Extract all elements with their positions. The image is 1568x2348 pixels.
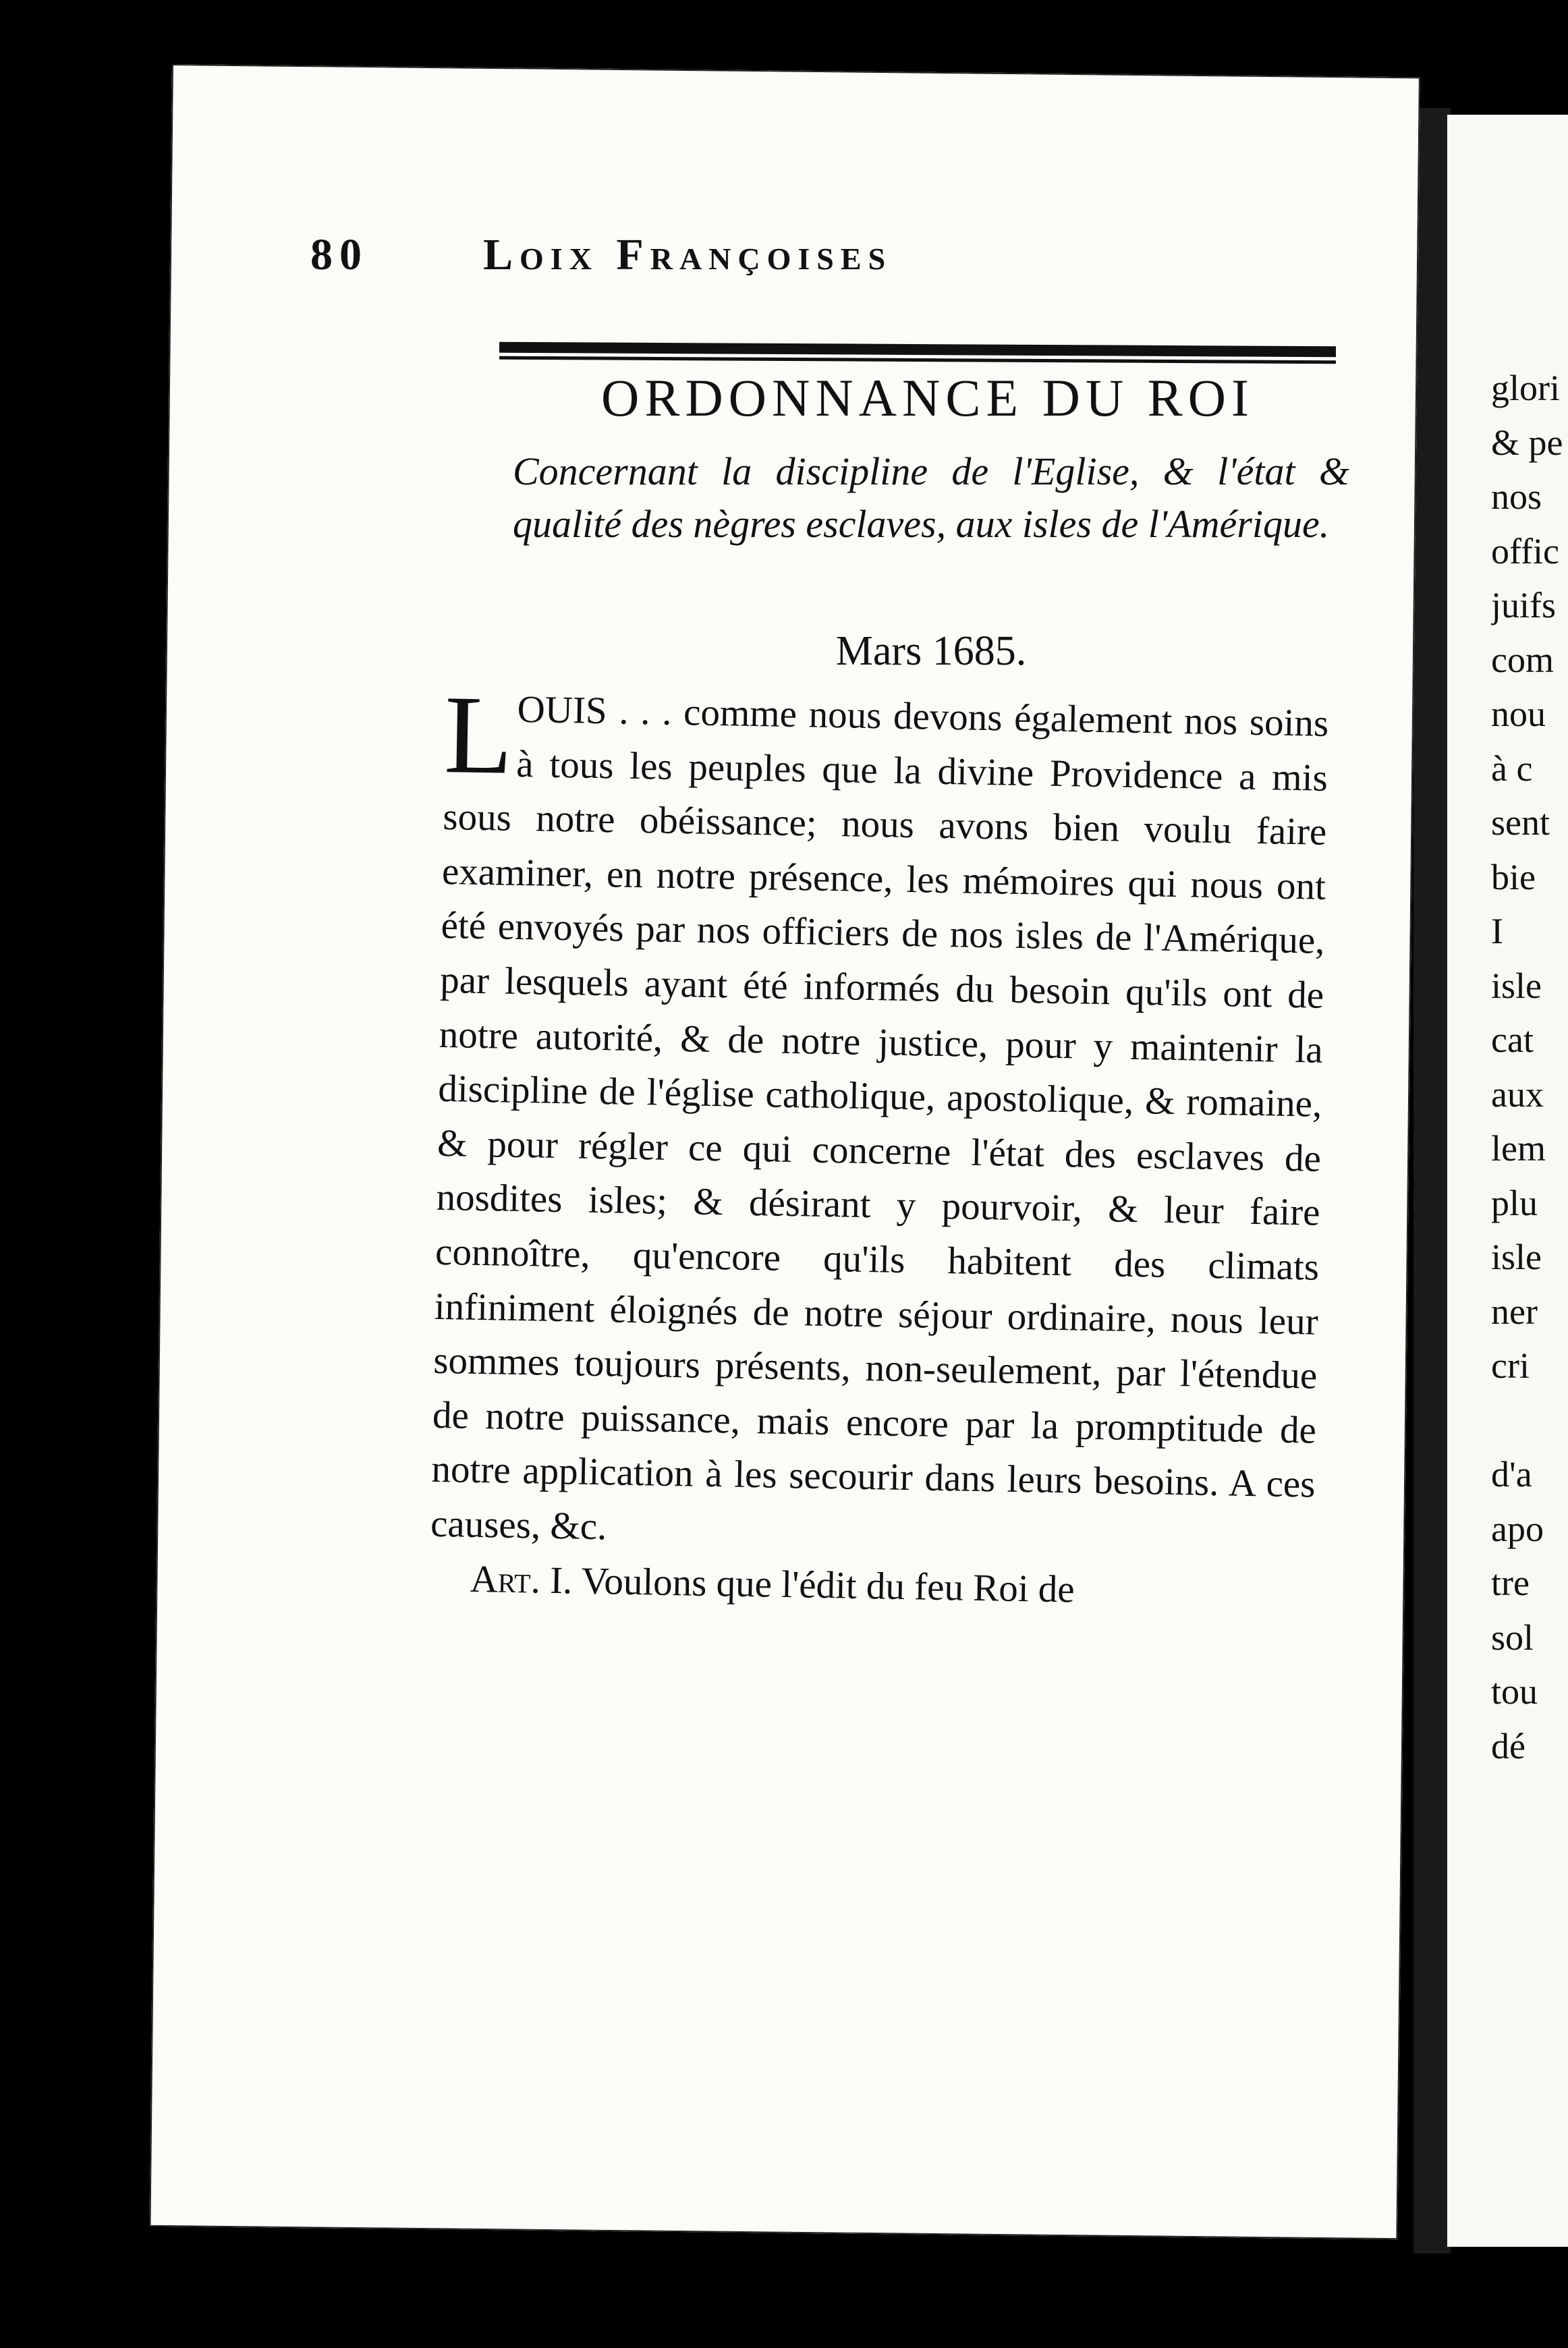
ordinance-date: Mars 1685. (835, 628, 1027, 674)
facing-page-fragment: & pe (1491, 422, 1563, 463)
article-label: Art. I. (470, 1557, 573, 1602)
body-text (429, 672, 1329, 1621)
article-text: Voulons que l'édit du feu Roi de (581, 1559, 1075, 1611)
opening-paragraph (430, 672, 1329, 1567)
ordinance-subtitle: Concernant la discipline de l'Eglise, & l'état & qualité des nègres esclaves, aux isles de l'Amérique. (513, 449, 1349, 546)
page-number: 80 (310, 230, 368, 279)
facing-page-fragment: glori (1491, 368, 1560, 408)
facing-page-fragment: offic (1491, 530, 1559, 571)
facing-page-fragment: tre (1491, 1563, 1530, 1603)
facing-page-fragment (1491, 1393, 1568, 1448)
facing-page-fragment: com (1491, 639, 1554, 680)
running-head (310, 229, 1322, 283)
facing-page-fragment: nos (1491, 476, 1542, 517)
book-gutter (1413, 108, 1451, 2254)
opening-text: OUIS . . . comme nous devons également nos soins à tous les peuples que la divine Providence a mis sous notre obéissance; nous avons bien voulu faire examiner, en notre présence, les mémoires qui nous ont été envoyés par nos officiers de nos isles de l'Amérique, par lesquels ayant été informés du besoin qu'ils ont de notre autorité, & de notre justice, pour y maintenir la discipline de l'église catholique, apostolique, & romaine, & pour régler ce qui concerne l'état des esclaves de nosdites isles; & désirant y pourvoir, & leur faire connoître, qu'encore qu'ils habitent des climats infiniment éloignés de notre séjour ordinaire, nous leur sommes toujours présents, non-seulement, par l'étendue de notre puissance, mais encore par la promptitude de notre application à les secourir dans leurs besoins. A ces causes, &c. (430, 688, 1329, 1548)
facing-page-fragment: isle (1491, 1237, 1542, 1277)
facing-page-text (1491, 361, 1568, 1773)
facing-page-fragment: dé (1491, 1725, 1525, 1766)
facing-page-fragment: d'a (1491, 1454, 1532, 1494)
facing-page-fragment: aux (1491, 1073, 1544, 1115)
facing-page-fragment: sol (1491, 1617, 1534, 1658)
facing-page-fragment: à c (1491, 748, 1533, 789)
facing-page-fragment: nou (1491, 694, 1546, 734)
facing-page-fragment: bie (1491, 856, 1536, 897)
facing-page-fragment: cri (1491, 1345, 1530, 1386)
drop-cap: L (443, 672, 514, 798)
facing-page-fragment: cat (1491, 1019, 1534, 1060)
running-title: Loix Françoises (483, 230, 893, 279)
facing-page-fragment: tou (1491, 1671, 1538, 1712)
facing-page-fragment: I (1491, 911, 1503, 951)
facing-page-fragment: plu (1491, 1182, 1538, 1223)
facing-page-fragment: ner (1491, 1291, 1538, 1332)
facing-page-fragment: apo (1491, 1508, 1544, 1549)
facing-page-fragment: lem (1491, 1128, 1546, 1169)
facing-page-fragment: sent (1491, 802, 1550, 843)
facing-page-fragment: isle (1491, 965, 1542, 1006)
facing-page-fragment: juifs (1491, 585, 1557, 625)
ordinance-title: ORDONNANCE DU ROI (601, 368, 1254, 427)
